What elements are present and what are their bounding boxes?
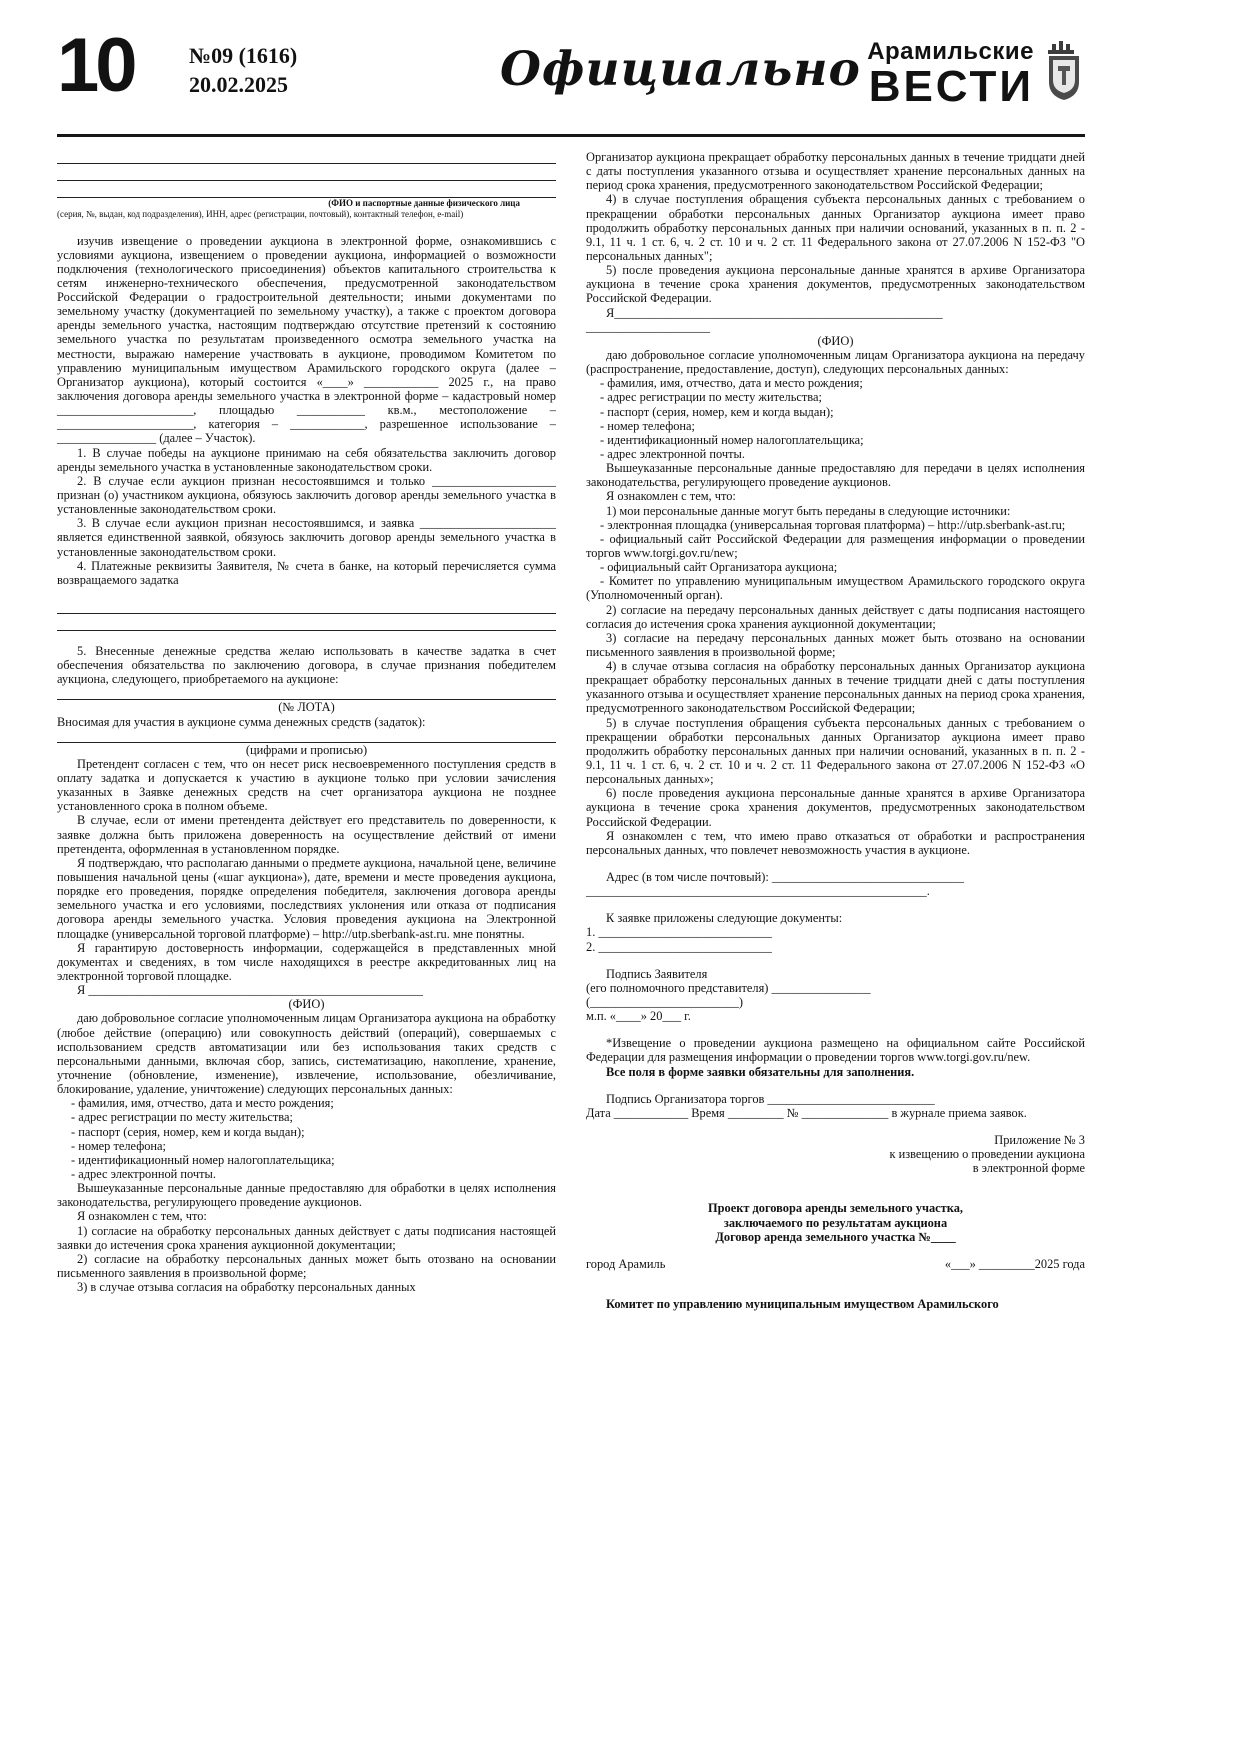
text-paragraph: 6) после проведения аукциона персональные данные хранятся в архиве Организатора аукциона в течение срока хранения документов, предусмотренных законодательством Российской Федерации. [586, 786, 1085, 829]
text-paragraph: - официальный сайт Организатора аукциона; [600, 560, 838, 575]
amount-caption: (цифрами и прописью) [245, 742, 368, 757]
text-paragraph: 2. ____________________________ [586, 939, 772, 954]
text-paragraph: - идентификационный номер налогоплательщика; [600, 432, 864, 447]
fill-in-line [57, 617, 556, 631]
text-paragraph: 4. Платежные реквизиты Заявителя, № счета в банке, на который перечисляется сумма возвращаемого задатка [57, 558, 556, 587]
text-paragraph: - Комитет по управлению муниципальным имуществом Арамильского городского округа (Уполномоченный орган). [586, 574, 1085, 603]
fill-in-line [57, 184, 556, 198]
text-paragraph: - адрес регистрации по месту жительства; [600, 390, 822, 405]
text-paragraph: В случае, если от имени претендента действует его представитель по доверенности, к заявке должна быть приложена доверенность на осуществление действий от имени претендента, оформленная в установленном порядке. [57, 813, 556, 856]
text-paragraph: К заявке приложены следующие документы: [606, 911, 843, 926]
text-paragraph: ____________________ [586, 319, 710, 334]
text-paragraph: 5. Внесенные денежные средства желаю использовать в качестве задатка в счет обеспечения обязательства по заключению договора, в случае признания победителем аукциона, следующего, приобретаемого на аукционе: [57, 644, 556, 687]
text-paragraph: - фамилия, имя, отчество, дата и место рождения; [600, 376, 863, 391]
text-paragraph: _______________________________________________________. [586, 884, 930, 899]
article-body [57, 150, 1085, 1311]
text-paragraph: Организатор аукциона прекращает обработку персональных данных в течение тридцати дней с даты поступления указанного отзыва и осуществляет хранение персональных данных на период срока хранения, предусмотренного законодательством Российской Федерации; [586, 150, 1085, 193]
text-paragraph: - номер телефона; [71, 1138, 166, 1153]
text-paragraph: - паспорт (серия, номер, кем и когда выдан); [71, 1124, 305, 1139]
fio-caption: (ФИО) [817, 333, 854, 348]
appendix-ref: Приложение № 3 [994, 1133, 1085, 1147]
text-paragraph: 2) согласие на обработку персональных данных может быть отозвано на основании письменного заявления в произвольной форме; [57, 1251, 556, 1280]
text-paragraph: - паспорт (серия, номер, кем и когда выдан); [600, 404, 834, 419]
text-paragraph: 4) в случае поступления обращения субъекта персональных данных с требованием о прекращении обработки персональных данных Организатор аукциона имеет право продолжить обработку персональных данных при наличии оснований, указанных в п. п. 2 - 9.1, 11 ч. 1 ст. 6, ч. 2 ст. 10 и ч. 2 ст. 11 Федерального закона от 27.07.2006 N 152-ФЗ "О персональных данных"; [586, 192, 1085, 263]
text-paragraph: - номер телефона; [600, 418, 695, 433]
text-paragraph: (серия, №, выдан, код подразделения), ИНН, адрес (регистрации, почтовый), контактный телефон, e-mail) [57, 209, 464, 220]
fill-in-line [57, 167, 556, 181]
appendix-ref: к извещению о проведении аукциона [889, 1147, 1085, 1162]
right-column [586, 150, 1085, 1311]
text-paragraph: Я гарантирую достоверность информации, содержащейся в представленных мной документах и сведениях, в том числе находящихся в реестре аккредитованных лиц на электронной торговой площадке. [57, 940, 556, 983]
text-paragraph: - официальный сайт Российской Федерации для размещения информации о проведении торгов www.torgi.gov.ru/new; [586, 531, 1085, 560]
text-paragraph: Я_____________________________________________________ [606, 305, 943, 320]
text-paragraph: Я ______________________________________________________ [77, 983, 423, 998]
fill-in-line [57, 600, 556, 614]
text-paragraph: 2. В случае если аукцион признан несостоявшимся и только ____________________ признан (о) участником аукциона, обязуюсь заключить договор аренды земельного участка в установленные законодательством сроки. [57, 473, 556, 517]
text-paragraph: 1) согласие на обработку персональных данных действует с даты подписания настоящей заявки до истечения срока хранения аукционной документации; [57, 1223, 556, 1252]
page-header [57, 23, 1085, 134]
text-paragraph: Претендент согласен с тем, что он несет риск несвоевременного поступления средств в оплату задатка и допускается к участию в аукционе только при условии зачисления указанных в Заявке денежных средств на счет организатора аукциона не позднее установленного срока в полном объеме. [57, 756, 556, 814]
text-paragraph: (________________________) [586, 995, 743, 1010]
page-number: 10 [57, 23, 134, 108]
text-paragraph: 4) в случае отзыва согласия на обработку персональных данных Организатор аукциона прекращает обработку персональных данных в течение тридцати дней с даты поступления указанного отзыва и осуществляет хранение персональных данных на период срока хранения, предусмотренного законодательством Российской Федерации; [586, 659, 1085, 716]
left-column [57, 150, 556, 1311]
fill-in-line [57, 729, 556, 743]
city-date-line [586, 1257, 1085, 1271]
text-paragraph: Подпись Организатора торгов ___________________________ [606, 1091, 935, 1106]
text-paragraph: 5) в случае поступления обращения субъекта персональных данных с требованием о прекращении обработки персональных данных Организатор аукциона имеет право продолжить обработку персональных данных при наличии оснований, указанных в п. п. 2 - 9.1, 11 ч. 1 ст. 6, ч. 2 ст. 10 и ч. 2 ст. 11 Федерального закона от 27.07.2006 N 152-ФЗ «О персональных данных»; [586, 715, 1085, 787]
brand-name-bottom: ВЕСТИ [868, 62, 1034, 111]
text-paragraph: 1. В случае победы на аукционе принимаю на себя обязательства заключить договор аренды земельного участка в установленные законодательством сроки. [57, 445, 556, 474]
text-paragraph: (его полномочного представителя) ________________ [586, 980, 871, 995]
text-paragraph: - адрес электронной почты. [600, 446, 745, 461]
header-divider [57, 134, 1085, 137]
text-paragraph: *Извещение о проведении аукциона размещено на официальном сайте Российской Федерации для размещения информации о проведении торгов www.torgi.gov.ru/new. [586, 1036, 1085, 1065]
contract-title: Проект договора аренды земельного участка, [707, 1201, 964, 1216]
fio-caption: (ФИО) [288, 997, 325, 1012]
text-paragraph: - идентификационный номер налогоплательщика; [71, 1152, 335, 1167]
text-paragraph: Адрес (в том числе почтовый): _______________________________ [606, 870, 964, 885]
text-paragraph: (ФИО и паспортные данные физического лица [328, 198, 520, 208]
section-title: Официально [500, 42, 861, 97]
text-paragraph: 3) согласие на передачу персональных данных может быть отозвано на основании письменного заявления в произвольной форме; [586, 630, 1085, 659]
committee-line: Комитет по управлению муниципальным имуществом Арамильского [606, 1296, 999, 1311]
newspaper-logo-text [867, 38, 1034, 111]
text-paragraph: Я ознакомлен с тем, что: [77, 1209, 207, 1224]
issue-date: 20.02.2025 [189, 71, 288, 97]
text-paragraph: Я подтверждаю, что располагаю данными о предмете аукциона, начальной цене, величине повышения начальной цены («шаг аукциона»), дате, времени и месте проведения аукциона, порядке его проведения, порядке определения победителя, заключения договора аренды земельного участка и его условиями, последствиях уклонения или отказа от подписания договора аренды земельного участка. Условия проведения аукциона на Электронной площадке (универсальной торговой платформе) – http://utp.sberbank-ast.ru. мне понятны. [57, 855, 556, 941]
text-paragraph: Вышеуказанные персональные данные предоставляю для передачи в целях исполнения законодательства, регулирующего проведение аукционов. [586, 461, 1085, 490]
text-paragraph: 3) в случае отзыва согласия на обработку персональных данных [77, 1280, 416, 1295]
lot-caption: (№ ЛОТА) [278, 700, 335, 715]
text-paragraph: Вносимая для участия в аукционе сумма денежных средств (задаток): [57, 714, 426, 729]
contract-title: заключаемого по результатам аукциона [723, 1215, 948, 1230]
text-paragraph: м.п. «____» 20___ г. [586, 1009, 691, 1024]
brand-name-top: Арамильские [867, 38, 1034, 65]
text-paragraph: - фамилия, имя, отчество, дата и место рождения; [71, 1096, 334, 1111]
text-paragraph: 3. В случае если аукцион признан несостоявшимся, и заявка ______________________ является единственной заявкой, обязуюсь заключить договор аренды земельного участка в установленные законодательством сроки. [57, 516, 556, 559]
issue-number: №09 (1616) [189, 43, 298, 68]
fill-in-line [57, 686, 556, 700]
split-right-text: «___» _________2025 года [944, 1256, 1085, 1271]
text-paragraph: - адрес электронной почты. [71, 1166, 216, 1181]
text-paragraph: Дата ____________ Время _________ № ______________ в журнале приема заявок. [586, 1105, 1027, 1120]
text-paragraph: - электронная площадка (универсальная торговая платформа) – http://utp.sberbank-ast.ru; [600, 517, 1066, 532]
text-paragraph: Вышеуказанные персональные данные предоставляю для обработки в целях исполнения законодательства, регулирующего проведение аукционов. [57, 1181, 556, 1210]
fill-in-line [57, 150, 556, 164]
newspaper-logo [867, 38, 1085, 111]
contract-title: Договор аренда земельного участка №____ [715, 1229, 956, 1244]
appendix-ref: в электронной форме [972, 1161, 1085, 1176]
text-paragraph: 1. ____________________________ [586, 925, 772, 940]
text-paragraph: даю добровольное согласие уполномоченным лицам Организатора аукциона на передачу (распространение, предоставление, доступ), следующих персональных данных: [586, 347, 1085, 377]
split-left-text: город Арамиль [586, 1256, 666, 1271]
text-paragraph: 5) после проведения аукциона персональные данные хранятся в архиве Организатора аукциона в течение срока хранения документов, предусмотренных законодательством Российской Федерации. [586, 263, 1085, 306]
text-paragraph: 2) согласие на передачу персональных данных действует с даты подписания настоящего согласия до истечения срока хранения аукционной документации; [586, 602, 1085, 631]
text-paragraph: изучив извещение о проведении аукциона в электронной форме, ознакомившись с условиями аукциона, извещением о проведении аукциона, информацией о возможности подключения (технологического присоединения) объектов капитального строительства к сетям инженерно-технического обеспечения, предусмотренной законодательством Российской Федерации о градостроительной деятельности; иными документами по земельному участку (документацией по земельному участку), а также с проектом договора аренды земельного участка, настоящим подтверждаю отсутствие претензий к состоянию земельного участка по результатам произведенного осмотра земельного участка на местности, выражаю намерение участвовать в аукционе, проводимом Комитетом по управлению муниципальным имуществом Арамильского городского округа (далее – Организатор аукциона), который состоится «____» ____________ 2025 г., на право заключения договора аренды земельного участка в электронной форме – кадастровый номер ______________________, площадью ___________ кв.м., местоположение – ______________________, категория – ____________, разрешенное использование – ________________ (далее – Участок). [57, 233, 556, 446]
text-paragraph: - адрес регистрации по месту жительства; [71, 1110, 293, 1125]
text-paragraph: Я ознакомлен с тем, что: [606, 489, 736, 504]
text-paragraph: Я ознакомлен с тем, что имею право отказаться от обработки и распространения персональных данных, что повлечет невозможность участия в аукционе. [586, 828, 1085, 857]
coat-of-arms-icon [1043, 38, 1085, 104]
text-paragraph: даю добровольное согласие уполномоченным лицам Организатора аукциона на обработку (любое действие (операцию) или совокупность действий (операций), совершаемых с использованием средств автоматизации или без использования таких средств с персональными данными, включая сбор, запись, систематизацию, накопление, хранение, уточнение (обновление, изменение), извлечение, использование, обезличивание, блокирование, удаление, уничтожение) следующих персональных данных: [57, 1011, 556, 1097]
issue-block [189, 42, 297, 99]
mandatory-fields-note: Все поля в форме заявки обязательны для заполнения. [606, 1064, 915, 1079]
text-paragraph: 1) мои персональные данные могут быть переданы в следующие источники: [606, 503, 1011, 518]
text-paragraph: Подпись Заявителя [606, 966, 708, 981]
